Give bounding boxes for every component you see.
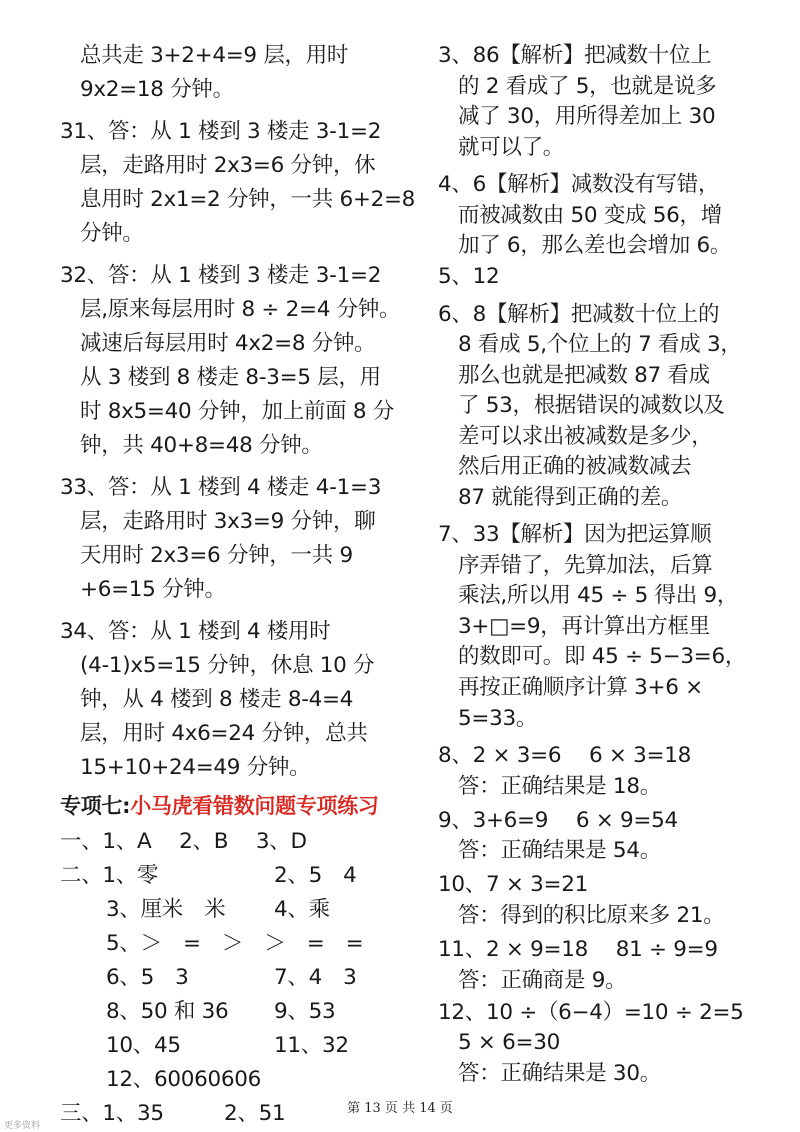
text-line: 乘法,所以用 45 ÷ 5 得出 9， bbox=[458, 583, 739, 609]
page-number: 第 13 页 共 14 页 bbox=[347, 1101, 453, 1116]
text-line: 87 就能得到正确的差。 bbox=[458, 484, 683, 510]
text-line: 了 53，根据错误的减数以及 bbox=[458, 393, 725, 419]
text-line: 的 2 看成了 5，也就是说多 bbox=[458, 73, 717, 99]
text-line: 答：正确结果是 54。 bbox=[458, 838, 661, 864]
answer-12: 12、10 ÷（6−4）=10 ÷ 2=5 bbox=[438, 999, 744, 1025]
answer-item: 3、厘米 米 bbox=[106, 897, 226, 922]
text-line: 息用时 2x1=2 分钟，一共 6+2=8 bbox=[80, 187, 416, 212]
answer-item: 8、50 和 36 bbox=[106, 999, 229, 1024]
answer-7: 7、33【解析】因为把运算顺 bbox=[438, 522, 712, 548]
answer-item: 5、＞ = ＞ ＞ = = bbox=[106, 931, 364, 956]
text-line: 从 3 楼到 8 楼走 8-3=5 层，用 bbox=[80, 365, 381, 390]
answer-9: 9、3+6=9 6 × 9=54 bbox=[438, 807, 678, 833]
text-line: 5=33。 bbox=[458, 705, 538, 731]
section-title: 小马虎看错数问题专项练习 bbox=[130, 794, 379, 818]
text-line: 答：正确商是 9。 bbox=[458, 967, 627, 993]
text-line: 差可以求出被减数是多少， bbox=[458, 423, 713, 449]
answer-item: 4、乘 bbox=[274, 897, 330, 922]
text-line: 那么也就是把减数 87 看成 bbox=[458, 362, 710, 388]
text-line: 15+10+24=49 分钟。 bbox=[80, 755, 311, 780]
text-line: 减了 30，用所得差加上 30 bbox=[458, 104, 716, 130]
text-line: 就可以了。 bbox=[458, 134, 565, 160]
answer-item: 7、4 3 bbox=[274, 965, 357, 990]
text-line: 再按正确顺序计算 3+6 × bbox=[458, 674, 703, 700]
answer-3: 3、86【解析】把减数十位上 bbox=[438, 43, 712, 68]
text-line: 层,原来每层用时 8 ÷ 2=4 分钟。 bbox=[80, 297, 401, 322]
text-line: 8 看成 5,个位上的 7 看成 3， bbox=[458, 332, 742, 358]
answer-8: 8、2 × 3=6 6 × 3=18 bbox=[438, 743, 691, 769]
answer-item: 9、53 bbox=[274, 999, 336, 1024]
answer-31: 31、答：从 1 楼到 3 楼走 3-1=2 bbox=[60, 119, 382, 144]
answer-item: 2、5 4 bbox=[274, 863, 357, 888]
text-line: 然后用正确的被减数减去 bbox=[458, 454, 692, 480]
watermark: 更多资料 bbox=[4, 1121, 41, 1131]
answer-item: 11、32 bbox=[274, 1033, 349, 1058]
text-line: 序弄错了，先算加法，后算 bbox=[458, 552, 713, 578]
answer-10: 10、7 × 3=21 bbox=[438, 872, 588, 898]
section-heading bbox=[60, 790, 379, 822]
answer-part-3: 三、1、35 bbox=[60, 1101, 164, 1126]
answer-item: 12、60060606 bbox=[106, 1067, 261, 1092]
text-line: 答：正确结果是 18。 bbox=[458, 773, 661, 799]
answer-6: 6、8【解析】把减数十位上的 bbox=[438, 301, 720, 327]
text-line: +6=15 分钟。 bbox=[80, 577, 226, 602]
text-line: 天用时 2x3=6 分钟，一共 9 bbox=[80, 543, 353, 568]
text-line: 而被减数由 50 变成 56，增 bbox=[458, 202, 722, 228]
text-line: 3+□=9，再计算出方框里 bbox=[458, 613, 710, 639]
answer-32: 32、答：从 1 楼到 3 楼走 3-1=2 bbox=[60, 263, 382, 288]
answer-part-2: 二、1、零 bbox=[60, 863, 159, 888]
section-prefix: 专项七: bbox=[60, 794, 131, 818]
text-line: 时 8x5=40 分钟，加上前面 8 分 bbox=[80, 399, 394, 424]
text-line: 答：得到的积比原来多 21。 bbox=[458, 903, 725, 928]
text-line: 9x2=18 分钟。 bbox=[80, 77, 234, 102]
answer-item: 6、5 3 bbox=[106, 965, 189, 990]
answer-item: 10、45 bbox=[106, 1033, 181, 1058]
text-line: 减速后每层用时 4x2=8 分钟。 bbox=[80, 331, 376, 356]
text-line: 答：正确结果是 30。 bbox=[458, 1061, 661, 1086]
answer-11: 11、2 × 9=18 81 ÷ 9=9 bbox=[438, 937, 718, 963]
text-line: 加了 6，那么差也会增加 6。 bbox=[458, 233, 732, 259]
text-line: 钟，共 40+8=48 分钟。 bbox=[80, 433, 323, 458]
text-line: 层，走路用时 2x3=6 分钟，休 bbox=[80, 153, 376, 178]
text-line: 分钟。 bbox=[80, 221, 144, 246]
text-line: 层，用时 4x6=24 分钟，总共 bbox=[80, 721, 368, 746]
answer-5: 5、12 bbox=[438, 263, 500, 289]
answer-34: 34、答：从 1 楼到 4 楼用时 bbox=[60, 619, 331, 644]
text-line: 总共走 3+2+4=9 层，用时 bbox=[80, 43, 349, 68]
text-line: 钟，从 4 楼到 8 楼走 8-4=4 bbox=[80, 687, 354, 712]
text-line: (4-1)x5=15 分钟，休息 10 分 bbox=[80, 653, 375, 678]
answer-item: 2、51 bbox=[224, 1101, 286, 1126]
answer-part-1: 一、1、A 2、B 3、D bbox=[60, 829, 307, 854]
answer-33: 33、答：从 1 楼到 4 楼走 4-1=3 bbox=[60, 475, 382, 500]
answer-4: 4、6【解析】减数没有写错， bbox=[438, 172, 720, 198]
text-line: 5 × 6=30 bbox=[458, 1030, 561, 1056]
text-line: 的数即可。即 45 ÷ 5−3=6， bbox=[458, 644, 747, 670]
text-line: 层，走路用时 3x3=9 分钟，聊 bbox=[80, 509, 376, 534]
